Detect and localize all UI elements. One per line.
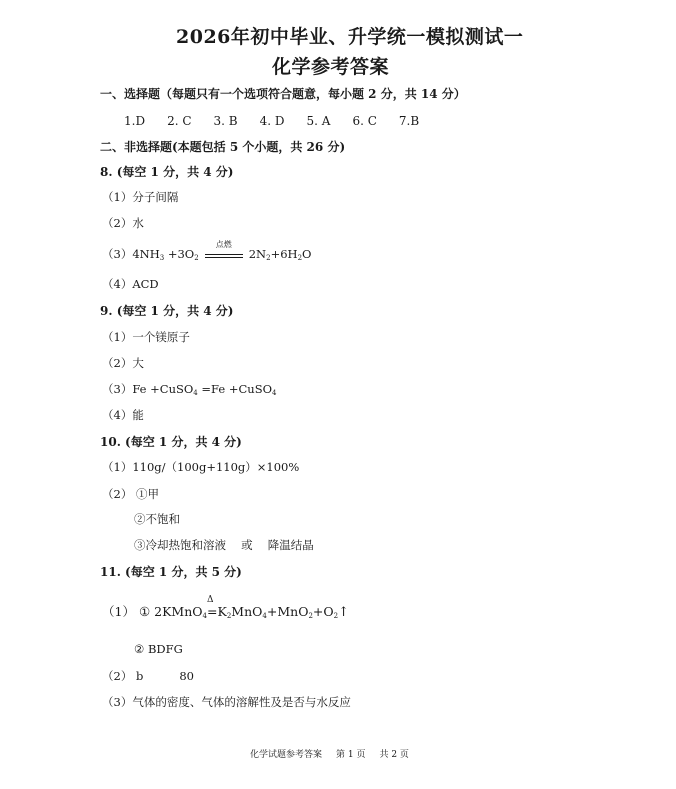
answer-2: 2. C bbox=[167, 114, 192, 128]
page-subtitle: 化学参考答案 bbox=[272, 56, 390, 78]
section2-heading: 二、非选择题(本题包括 5 个小题，共 26 分) bbox=[100, 140, 346, 154]
footer-page-number: 第 1 页 bbox=[336, 750, 366, 760]
answer-7: 7.B bbox=[398, 114, 420, 128]
answer-3: 3. B bbox=[213, 114, 238, 128]
q10-answer-2-2: ②不饱和 bbox=[134, 512, 180, 526]
q8-heading: 8. (每空 1 分，共 4 分) bbox=[100, 165, 234, 179]
q10-answer-1: （1）110g/（100g+110g）×100% bbox=[102, 460, 300, 474]
q8-answer-2: （2）水 bbox=[102, 216, 144, 230]
q11-answer-3: （3）气体的密度、气体的溶解性及是否与水反应 bbox=[102, 695, 351, 709]
footer-page-total: 共 2 页 bbox=[379, 750, 409, 760]
q11-heading: 11. (每空 1 分，共 5 分) bbox=[100, 565, 242, 579]
choice-answers bbox=[124, 110, 441, 129]
section1-heading: 一、选择题（每题只有一个选项符合题意，每小题 2 分，共 14 分） bbox=[100, 87, 466, 101]
footer-doc-name: 化学试题参考答案 bbox=[250, 750, 323, 760]
q10-answer-2-1: （2） ①甲 bbox=[102, 487, 159, 501]
q9-answer-3: （3）Fe +CuSO$_4$ =Fe +CuSO$_4$ bbox=[102, 382, 277, 397]
q11-answer-1: （1） ① 2KMnO$_4$ Δ $=K_2MnO_4+MnO_2+O_2↑$ bbox=[102, 595, 350, 620]
answer-1: 1.D bbox=[124, 114, 146, 128]
q8-answer-3: $(3)4NH_3 +3O_2$ 点燃 $2N_2+6H_2O$ bbox=[102, 240, 312, 262]
q10-answer-2-3: ③冷却热饱和溶液 或 降温结晶 bbox=[134, 538, 314, 552]
answer-6: 6. C bbox=[352, 114, 377, 128]
page-title: 2026年初中毕业、升学统一模拟测试一 bbox=[176, 26, 524, 48]
q9-answer-2: （2）大 bbox=[102, 356, 144, 370]
q9-answer-4: （4）能 bbox=[102, 408, 144, 422]
page-footer bbox=[250, 747, 423, 760]
heating-condition: Δ = bbox=[207, 595, 218, 619]
q11-answer-1b: ② BDFG bbox=[134, 642, 183, 656]
q10-heading: 10. (每空 1 分，共 4 分) bbox=[100, 435, 242, 449]
gas-arrow-icon: ↑ bbox=[338, 605, 350, 620]
q9-answer-1: （1）一个镁原子 bbox=[102, 330, 190, 344]
reaction-condition: 点燃 bbox=[205, 248, 243, 258]
q8-answer-1: （1）分子间隔 bbox=[102, 190, 179, 204]
q9-heading: 9. (每空 1 分，共 4 分) bbox=[100, 304, 234, 318]
q11-answer-2: （2） b 80 bbox=[102, 669, 194, 683]
q8-answer-4: （4）ACD bbox=[102, 277, 159, 291]
answer-4: 4. D bbox=[259, 114, 285, 128]
answer-5: 5. A bbox=[306, 114, 331, 128]
